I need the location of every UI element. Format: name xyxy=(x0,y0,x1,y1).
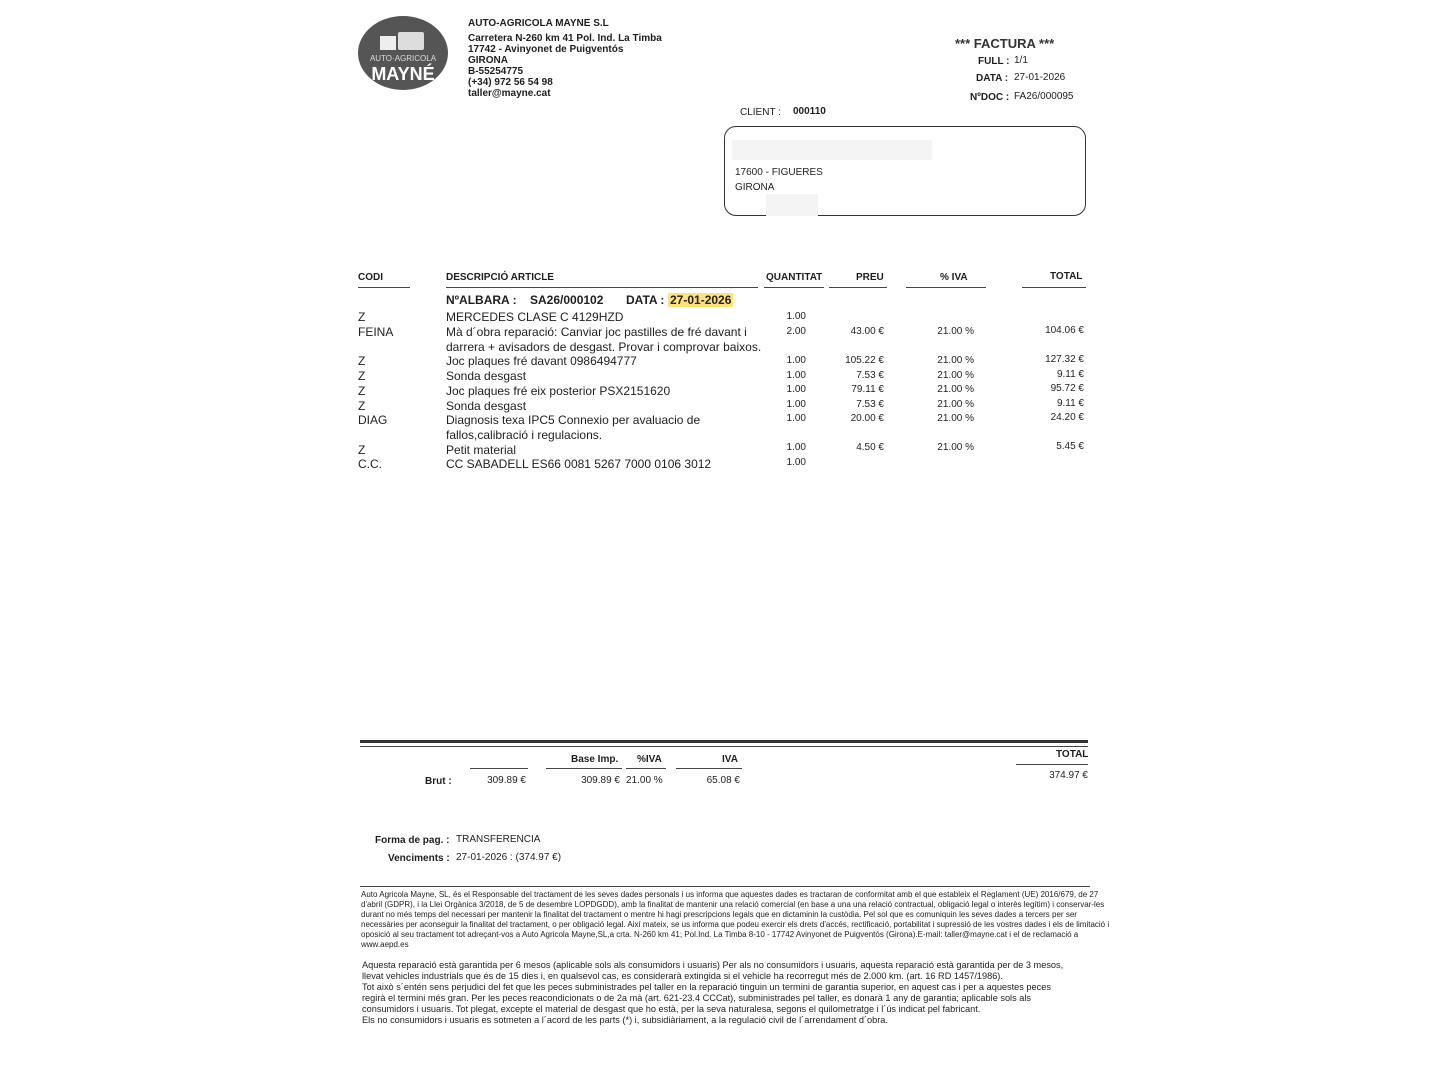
row-total: 9.11 € xyxy=(1056,398,1084,409)
trailer-icon xyxy=(398,32,424,50)
row-quantity: 2.00 xyxy=(786,326,806,337)
company-address-2: 17742 - Avinyonet de Puigventós xyxy=(468,44,624,55)
base-value: 309.89 € xyxy=(581,775,620,786)
warranty-line: Els no consumidors i usuaris es sotmeten a l´acord de les parts (*) i, subsidiàriament, a la regulació civil de l´arrendament d´obra. xyxy=(362,1015,888,1025)
row-total: 95.72 € xyxy=(1050,383,1084,394)
redacted-client-name xyxy=(732,140,932,160)
legal-divider xyxy=(360,886,1090,887)
row-price: 105.22 € xyxy=(845,355,884,366)
row-description: Joc plaques fré eix posterior PSX2151620 xyxy=(446,384,671,398)
privacy-line: Auto Agricola Mayne, SL, és el Responsable del tractament de les seves dades personals i us informa que aquestes dades es tractaran de conformitat amb el que estableix el Reglament (UE) 2016/679, de 27 xyxy=(361,890,1099,899)
row-vat: 21.00 % xyxy=(937,399,974,410)
header-codi: CODI xyxy=(358,272,383,283)
row-code: DIAG xyxy=(358,413,388,427)
payment-method-label: Forma de pag. : xyxy=(375,835,450,846)
company-address-1: Carretera N-260 km 41 Pol. Ind. La Timba xyxy=(468,33,662,44)
date-value: 27-01-2026 xyxy=(1014,72,1066,83)
header-underline xyxy=(829,287,887,288)
due-date-value: 27-01-2026 : (374.97 €) xyxy=(456,852,562,863)
row-total: 127.32 € xyxy=(1045,354,1084,365)
client-province: GIRONA xyxy=(735,182,775,193)
payment-method-value: TRANSFERENCIA xyxy=(456,834,541,845)
row-code: Z xyxy=(358,310,366,324)
header-underline xyxy=(446,287,758,288)
privacy-line: durant no més temps del necessari per mantenir la finalitat del tractament o mentre hi hagi prescripcions legals que en dictaminin la custòdia. Pel sol que es comuniquin les seves dades a tercers per ser xyxy=(361,910,1077,919)
row-quantity: 1.00 xyxy=(786,355,806,366)
highlighted-date: 27-01-2026 xyxy=(670,293,732,307)
client-code: 000110 xyxy=(793,106,826,117)
summary-divider xyxy=(360,740,1088,743)
header-description: DESCRIPCIÓ ARTICLE xyxy=(446,272,554,283)
summary-underline xyxy=(470,768,528,769)
privacy-line: oposició al seu tractament tot adreçant-vos a Auto Agricola Mayne,SL,a crta. N-260 km 41; Pol.Ind. La Timba 8-10 - 17742 Avinyonet de Puigventós (Girona).E-mail: taller@mayne.cat i el de reclamació a xyxy=(361,930,1079,939)
row-description-continued: darrera + avisadors de desgast. Provar i comprovar baixos. xyxy=(446,340,762,354)
company-name: AUTO-AGRICOLA MAYNE S.L xyxy=(468,18,609,29)
client-city: 17600 - FIGUERES xyxy=(735,167,823,178)
warranty-line: regirà el termini més gran. Per les peces reacondicionats o de 2a mà (art. 621-23.4 CCCat), subministrades pel taller, es donarà 1 any de garantia; aplicable sols als xyxy=(362,993,1031,1003)
row-quantity: 1.00 xyxy=(786,311,806,322)
warranty-notice xyxy=(362,960,1082,1026)
due-date-label: Venciments : xyxy=(388,853,450,864)
row-vat: 21.00 % xyxy=(937,413,974,424)
truck-icon xyxy=(380,36,396,50)
date-label: DATA : xyxy=(976,73,1009,84)
page-label: FULL : xyxy=(978,56,1010,67)
row-total: 24.20 € xyxy=(1050,412,1084,423)
row-description: Sonda desgast xyxy=(446,399,527,413)
row-total: 9.11 € xyxy=(1056,369,1084,380)
row-description: MERCEDES CLASE C 4129HZD xyxy=(446,310,624,324)
vat-value: 65.08 € xyxy=(706,775,740,786)
row-quantity: 1.00 xyxy=(786,413,806,424)
albara-label: NºALBARA : xyxy=(446,293,517,307)
summary-underline xyxy=(626,768,666,769)
header-vat: % IVA xyxy=(940,272,968,283)
row-quantity: 1.00 xyxy=(786,442,806,453)
summary-underline xyxy=(546,768,622,769)
logo-name: MAYNÉ xyxy=(371,64,435,84)
row-quantity: 1.00 xyxy=(786,399,806,410)
summary-underline xyxy=(676,768,742,769)
header-underline xyxy=(764,287,824,288)
total-value: 374.97 € xyxy=(1049,770,1088,781)
row-code: Z xyxy=(358,399,366,413)
privacy-line: d'abril (GDPR), i la Llei Orgànica 3/2018, de 5 de desembre LOPDGDD), amb la finalitat de mantenir una relació comercial (en base a una una relació contractual, obligació legal o interès legítim) i conservar-les xyxy=(361,900,1105,909)
row-vat: 21.00 % xyxy=(937,384,974,395)
base-label: Base Imp. xyxy=(571,754,619,765)
row-price: 7.53 € xyxy=(856,399,884,410)
row-quantity: 1.00 xyxy=(786,370,806,381)
warranty-line: consumidors i usuaris. Tot plegat, excepte el material de desgast que ho està, per la seva naturalesa, segons el quilometratge i l´ús indicat pel fabricant. xyxy=(362,1004,981,1014)
row-description: Sonda desgast xyxy=(446,369,527,383)
row-vat: 21.00 % xyxy=(937,370,974,381)
privacy-line: www.aepd.es xyxy=(361,940,409,949)
company-phone: (+34) 972 56 54 98 xyxy=(468,77,553,88)
row-price: 7.53 € xyxy=(856,370,884,381)
row-price: 43.00 € xyxy=(850,326,884,337)
albara-number: SA26/000102 xyxy=(530,293,604,307)
total-label: TOTAL xyxy=(1056,749,1089,760)
header-quantity: QUANTITAT xyxy=(766,272,823,283)
row-quantity: 1.00 xyxy=(786,384,806,395)
company-province: GIRONA xyxy=(468,55,508,66)
header-total: TOTAL xyxy=(1050,271,1083,282)
logo-subtitle: AUTO·AGRICOLA xyxy=(369,54,437,63)
header-underline xyxy=(1022,287,1086,288)
row-description-continued: fallos,calibració i regulacions. xyxy=(446,428,603,442)
page-value: 1/1 xyxy=(1014,55,1028,66)
row-code: FEINA xyxy=(358,325,394,339)
row-total: 5.45 € xyxy=(1056,441,1084,452)
warranty-line: Tot això s´entén sens perjudici del fet que les peces subministrades pel taller en la reparació tinguin un termini de garantia superior, en aquest cas i per a aquestes peces xyxy=(362,982,1051,992)
row-description: CC SABADELL ES66 0081 5267 7000 0106 3012 xyxy=(446,457,712,471)
albara-date-label: DATA : xyxy=(626,293,665,307)
row-price: 20.00 € xyxy=(850,413,884,424)
row-total: 104.06 € xyxy=(1045,325,1084,336)
summary-underline xyxy=(1016,764,1088,765)
brut-label: Brut : xyxy=(425,776,452,787)
row-vat: 21.00 % xyxy=(937,442,974,453)
row-description: Mà d´obra reparació: Canviar joc pastilles de fré davant i xyxy=(446,325,747,339)
row-description: Diagnosis texa IPC5 Connexio per avaluacio de xyxy=(446,413,701,427)
doc-number-label: NºDOC : xyxy=(970,92,1010,103)
company-logo xyxy=(358,16,448,90)
row-price: 79.11 € xyxy=(851,384,884,395)
row-code: C.C. xyxy=(358,457,382,471)
brut-value: 309.89 € xyxy=(487,775,526,786)
row-description: Petit material xyxy=(446,443,517,457)
company-email: taller@mayne.cat xyxy=(468,88,551,99)
header-underline xyxy=(906,287,986,288)
row-price: 4.50 € xyxy=(856,442,884,453)
summary-divider-thin xyxy=(360,746,1088,747)
document-title: *** FACTURA *** xyxy=(955,36,1055,51)
row-description: Joc plaques fré davant 0986494777 xyxy=(446,354,637,368)
row-code: Z xyxy=(358,443,366,457)
privacy-line: necessàries per aconseguir la finalitat del tractament, o per obligació legal. Així mateix, se us informa que podeu exercir els drets d'accés, rectificació, portabilitat i supressió de les vostres dades i els de limitació i xyxy=(361,920,1110,929)
vat-label: IVA xyxy=(722,754,738,765)
vat-percent-value: 21.00 % xyxy=(626,775,663,786)
row-vat: 21.00 % xyxy=(937,326,974,337)
row-code: Z xyxy=(358,369,366,383)
row-code: Z xyxy=(358,354,366,368)
privacy-notice xyxy=(361,890,1110,950)
client-label: CLIENT : xyxy=(740,107,781,118)
header-price: PREU xyxy=(856,272,884,283)
doc-number-value: FA26/000095 xyxy=(1014,91,1074,102)
vat-percent-label: %IVA xyxy=(637,754,662,765)
row-vat: 21.00 % xyxy=(937,355,974,366)
warranty-line: llevat vehicles industrials que és de 15 dies i, en qualsevol cas, es considerarà extingida si el vehicle ha recorregut més de 2.000 km. (art. 16 RD 1457/1986). xyxy=(362,971,1003,981)
row-quantity: 1.00 xyxy=(786,457,806,468)
header-underline xyxy=(358,287,410,288)
warranty-line: Aquesta reparació està garantida per 6 mesos (aplicable sols als consumidors i usuaris) Per als no consumidors i usuaris, aquesta reparació està garantida per de 3 mesos, xyxy=(362,960,1064,970)
albara-date xyxy=(668,293,733,307)
row-code: Z xyxy=(358,384,366,398)
company-tax-id: B-55254775 xyxy=(468,66,524,77)
redacted-client-extra xyxy=(766,194,818,216)
